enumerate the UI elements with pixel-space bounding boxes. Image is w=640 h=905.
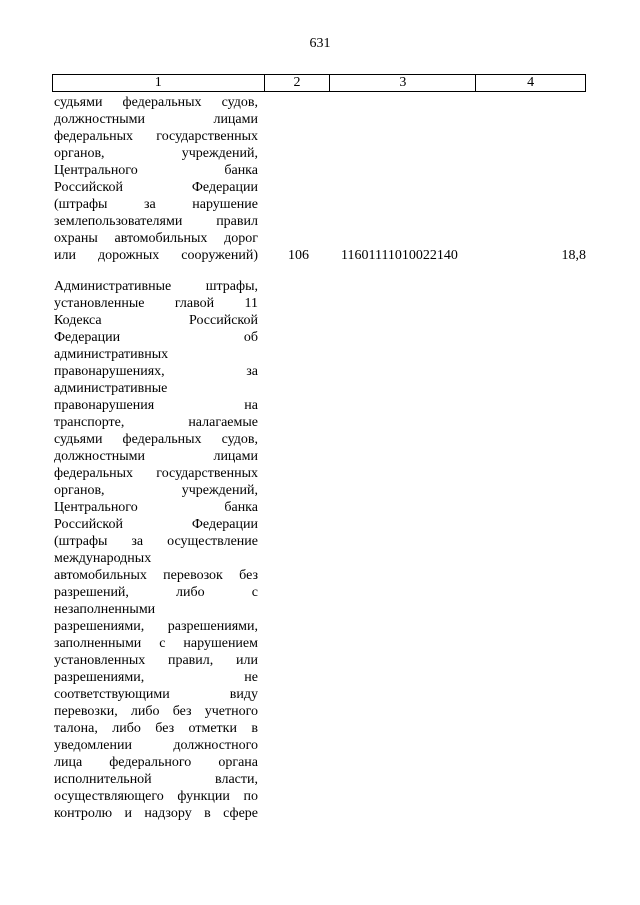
description-line: незаполненными xyxy=(54,602,156,617)
description-line: лица федерального органа xyxy=(54,755,258,770)
description-line: перевозки, либо без учетного xyxy=(54,704,258,719)
header-col-3: 3 xyxy=(330,75,476,91)
description-line: разрешениями, разрешениями, xyxy=(54,619,258,634)
description-line: Российской Федерации xyxy=(54,180,258,195)
description-line: разрешениями, не xyxy=(54,670,258,685)
description-line: органов, учреждений, xyxy=(54,483,258,498)
description-line: или дорожных сооружений) xyxy=(54,248,258,263)
description-line: Кодекса Российской xyxy=(54,313,258,328)
description-line: талона, либо без отметки в xyxy=(54,721,258,736)
description-line: (штрафы за осуществление xyxy=(54,534,258,549)
description-line: должностными лицами xyxy=(54,112,258,127)
description-line: федеральных государственных xyxy=(54,466,258,481)
description-line: (штрафы за нарушение xyxy=(54,197,258,212)
description-line: Федерации об xyxy=(54,330,258,345)
table-row xyxy=(52,94,586,264)
description-line: правонарушениях, за xyxy=(54,364,258,379)
description-line: заполненными с нарушением xyxy=(54,636,258,651)
description-line: органов, учреждений, xyxy=(54,146,258,161)
row-description xyxy=(52,278,264,822)
amount: 18,8 xyxy=(561,248,586,263)
header-col-4: 4 xyxy=(476,75,586,91)
description-line: контролю и надзору в сфере xyxy=(54,806,258,821)
description-line: автомобильных перевозок без xyxy=(54,568,258,583)
table-row xyxy=(52,278,586,822)
admin-code: 106 xyxy=(288,248,309,263)
description-line: административных xyxy=(54,347,169,362)
header-col-1: 1 xyxy=(53,75,265,91)
table-header-row xyxy=(52,74,586,92)
description-line: Центрального банка xyxy=(54,163,258,178)
description-line: международных xyxy=(54,551,152,566)
description-line: осуществляющего функции по xyxy=(54,789,258,804)
description-line: установленные главой 11 xyxy=(54,296,258,311)
header-col-2: 2 xyxy=(265,75,331,91)
description-line: должностными лицами xyxy=(54,449,258,464)
description-line: исполнительной власти, xyxy=(54,772,258,787)
description-line: федеральных государственных xyxy=(54,129,258,144)
description-line: землепользователями правил xyxy=(54,214,258,229)
description-line: судьями федеральных судов, xyxy=(54,432,258,447)
description-line: Центрального банка xyxy=(54,500,258,515)
description-line: судьями федеральных судов, xyxy=(54,95,258,110)
page-number: 631 xyxy=(309,36,331,51)
kbk-code: 11601111010022140 xyxy=(341,248,458,263)
description-line: соответствующими виду xyxy=(54,687,258,702)
description-line: транспорте, налагаемые xyxy=(54,415,258,430)
description-line: Российской Федерации xyxy=(54,517,258,532)
description-line: разрешений, либо с xyxy=(54,585,258,600)
description-line: административные xyxy=(54,381,168,396)
description-line: установленных правил, или xyxy=(54,653,258,668)
description-line: Административные штрафы, xyxy=(54,279,258,294)
budget-table xyxy=(52,74,586,822)
description-line: охраны автомобильных дорог xyxy=(54,231,258,246)
description-line: правонарушения на xyxy=(54,398,258,413)
row-description xyxy=(52,94,264,264)
description-line: уведомлении должностного xyxy=(54,738,258,753)
